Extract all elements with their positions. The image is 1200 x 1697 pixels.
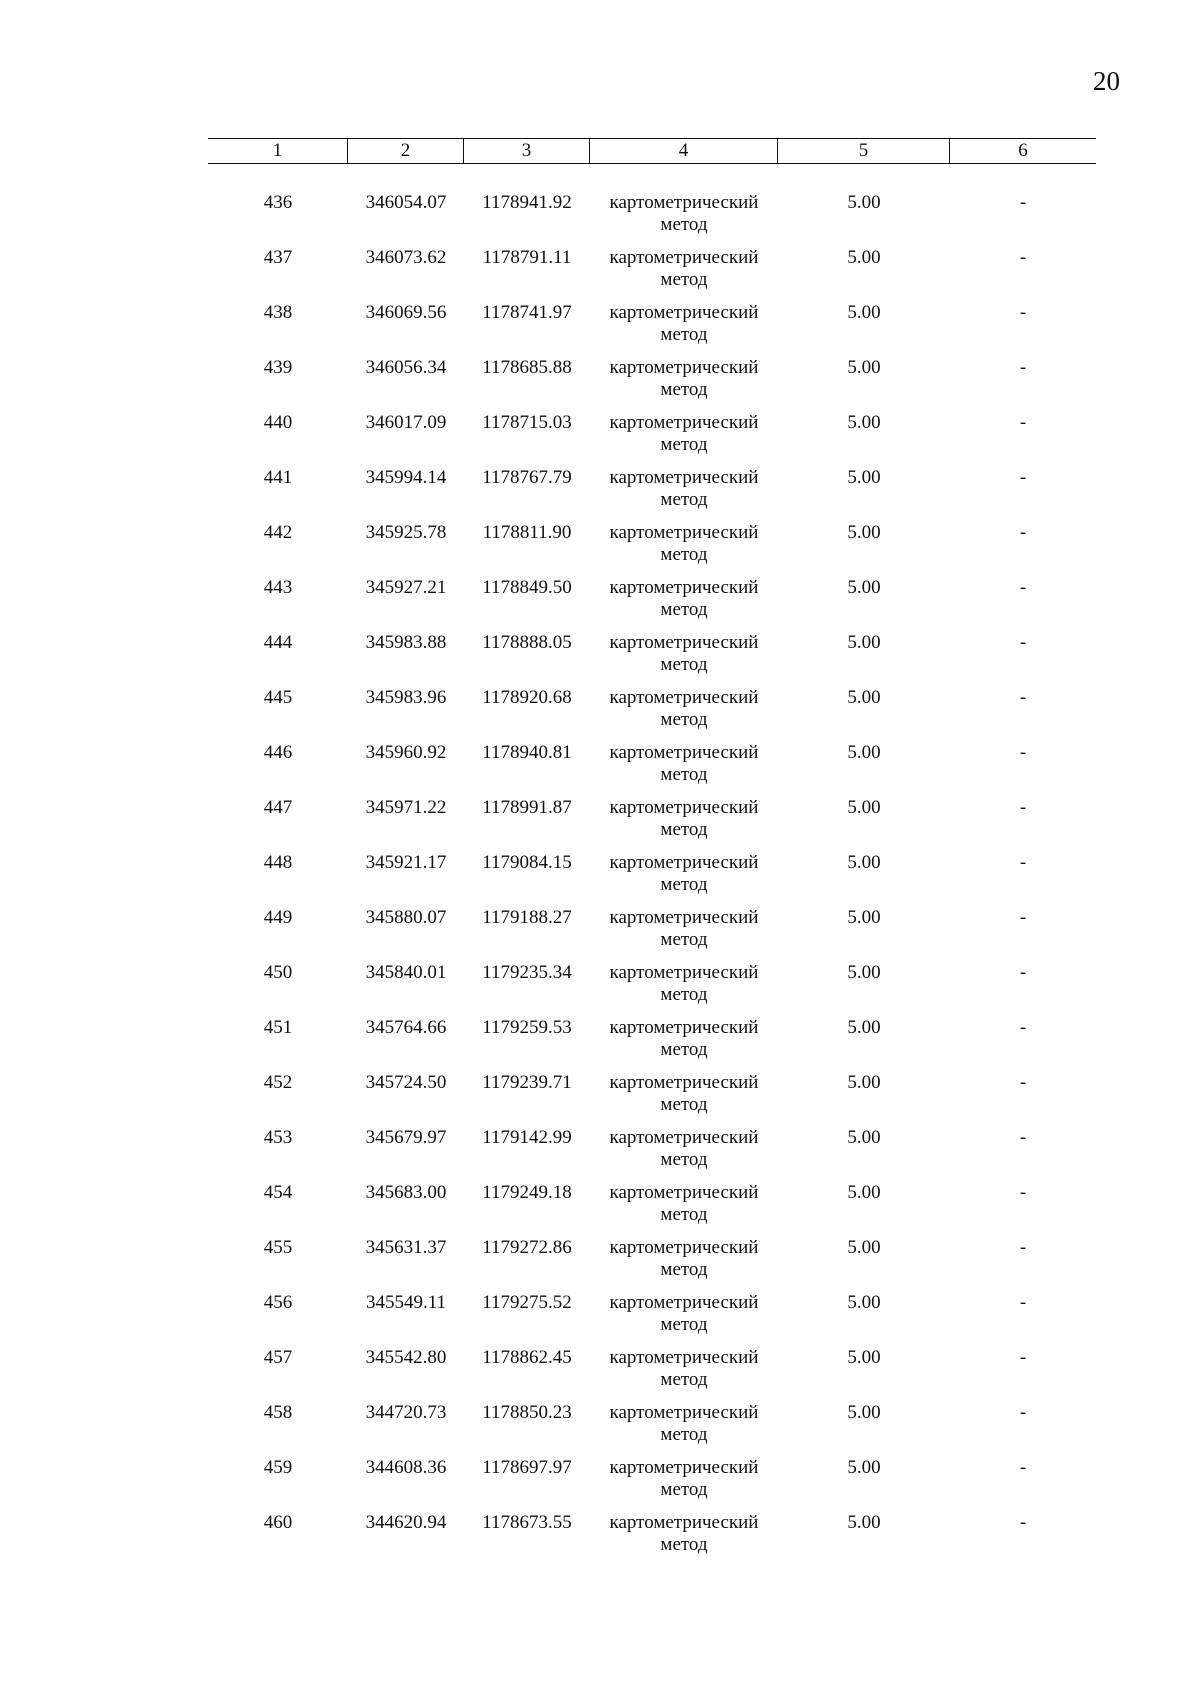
determination-method <box>590 797 778 841</box>
method-line: метод <box>660 819 708 840</box>
table-row <box>208 1182 1096 1237</box>
point-number: 447 <box>263 797 293 818</box>
point-number: 459 <box>263 1457 293 1478</box>
point-number: 453 <box>263 1127 293 1148</box>
method-line: метод <box>660 709 708 730</box>
accuracy-value: 5.00 <box>847 1237 881 1258</box>
point-number: 449 <box>263 907 293 928</box>
header-col-6: 6 <box>1018 140 1028 161</box>
table-row <box>208 247 1096 302</box>
note-value: - <box>1019 412 1027 433</box>
x-coordinate: 344720.73 <box>365 1402 447 1423</box>
y-coordinate: 1179235.34 <box>482 962 572 983</box>
determination-method <box>590 1292 778 1336</box>
table-row <box>208 907 1096 962</box>
note-value: - <box>1019 357 1027 378</box>
method-line: метод <box>660 1314 708 1335</box>
y-coordinate: 1179188.27 <box>482 907 572 928</box>
header-col-4: 4 <box>590 139 778 163</box>
method-line: метод <box>660 1534 708 1555</box>
note-value: - <box>1019 1512 1027 1533</box>
method-line: картометрический <box>609 1347 759 1368</box>
method-line: картометрический <box>609 467 759 488</box>
method-line: картометрический <box>609 412 759 433</box>
x-coordinate: 345921.17 <box>365 852 447 873</box>
method-line: метод <box>660 929 708 950</box>
y-coordinate: 1178940.81 <box>482 742 572 763</box>
method-line: картометрический <box>609 1457 759 1478</box>
method-line: метод <box>660 874 708 895</box>
y-coordinate: 1178849.50 <box>482 577 572 598</box>
determination-method <box>590 412 778 456</box>
point-number: 457 <box>263 1347 293 1368</box>
determination-method <box>590 522 778 566</box>
determination-method <box>590 962 778 1006</box>
y-coordinate: 1178850.23 <box>482 1402 572 1423</box>
determination-method <box>590 687 778 731</box>
determination-method <box>590 247 778 291</box>
y-coordinate: 1178862.45 <box>482 1347 572 1368</box>
point-number: 441 <box>263 467 293 488</box>
point-number: 455 <box>263 1237 293 1258</box>
determination-method <box>590 1402 778 1446</box>
method-line: метод <box>660 489 708 510</box>
x-coordinate: 345960.92 <box>365 742 447 763</box>
table-row <box>208 797 1096 852</box>
point-number: 452 <box>263 1072 293 1093</box>
y-coordinate: 1178673.55 <box>482 1512 572 1533</box>
point-number: 448 <box>263 852 293 873</box>
y-coordinate: 1178920.68 <box>482 687 572 708</box>
point-number: 442 <box>263 522 293 543</box>
method-line: картометрический <box>609 247 759 268</box>
method-line: картометрический <box>609 1512 759 1533</box>
x-coordinate: 346017.09 <box>365 412 447 433</box>
x-coordinate: 345971.22 <box>365 797 447 818</box>
point-number: 437 <box>263 247 293 268</box>
point-number: 446 <box>263 742 293 763</box>
y-coordinate: 1178685.88 <box>482 357 572 378</box>
table-row <box>208 742 1096 797</box>
table-row <box>208 357 1096 412</box>
y-coordinate: 1179272.86 <box>482 1237 572 1258</box>
x-coordinate: 345679.97 <box>365 1127 447 1148</box>
note-value: - <box>1019 632 1027 653</box>
x-coordinate: 346073.62 <box>365 247 447 268</box>
method-line: картометрический <box>609 1237 759 1258</box>
y-coordinate: 1178741.97 <box>482 302 572 323</box>
note-value: - <box>1019 1182 1027 1203</box>
note-value: - <box>1019 1292 1027 1313</box>
method-line: картометрический <box>609 1072 759 1093</box>
y-coordinate: 1178791.11 <box>482 247 572 268</box>
coordinates-table-body <box>208 192 1096 1567</box>
determination-method <box>590 192 778 236</box>
accuracy-value: 5.00 <box>847 742 881 763</box>
accuracy-value: 5.00 <box>847 1292 881 1313</box>
method-line: метод <box>660 214 708 235</box>
y-coordinate: 1179239.71 <box>482 1072 572 1093</box>
accuracy-value: 5.00 <box>847 1072 881 1093</box>
header-col-2: 2 <box>348 139 464 163</box>
note-value: - <box>1019 1237 1027 1258</box>
note-value: - <box>1019 1072 1027 1093</box>
method-line: метод <box>660 544 708 565</box>
method-line: метод <box>660 764 708 785</box>
determination-method <box>590 1127 778 1171</box>
accuracy-value: 5.00 <box>847 1127 881 1148</box>
header-col-3: 3 <box>464 139 590 163</box>
method-line: метод <box>660 434 708 455</box>
table-row <box>208 1127 1096 1182</box>
accuracy-value: 5.00 <box>847 1347 881 1368</box>
method-line: метод <box>660 1479 708 1500</box>
table-row <box>208 522 1096 577</box>
determination-method <box>590 1182 778 1226</box>
accuracy-value: 5.00 <box>847 852 881 873</box>
accuracy-value: 5.00 <box>847 687 881 708</box>
y-coordinate: 1179259.53 <box>482 1017 572 1038</box>
note-value: - <box>1019 852 1027 873</box>
accuracy-value: 5.00 <box>847 1017 881 1038</box>
table-row <box>208 577 1096 632</box>
accuracy-value: 5.00 <box>847 907 881 928</box>
table-row <box>208 632 1096 687</box>
note-value: - <box>1019 192 1027 213</box>
determination-method <box>590 1347 778 1391</box>
method-line: картометрический <box>609 522 759 543</box>
table-row <box>208 1237 1096 1292</box>
y-coordinate: 1179275.52 <box>482 1292 572 1313</box>
point-number: 439 <box>263 357 293 378</box>
note-value: - <box>1019 302 1027 323</box>
table-header <box>208 138 1096 164</box>
method-line: картометрический <box>609 1292 759 1313</box>
x-coordinate: 345683.00 <box>365 1182 447 1203</box>
table-row <box>208 852 1096 907</box>
x-coordinate: 345994.14 <box>365 467 447 488</box>
point-number: 451 <box>263 1017 293 1038</box>
note-value: - <box>1019 247 1027 268</box>
x-coordinate: 345983.96 <box>365 687 447 708</box>
method-line: картометрический <box>609 687 759 708</box>
method-line: картометрический <box>609 797 759 818</box>
point-number: 460 <box>263 1512 293 1533</box>
header-col-1: 1 <box>208 139 348 163</box>
determination-method <box>590 1457 778 1501</box>
table-row <box>208 1292 1096 1347</box>
table-row <box>208 1457 1096 1512</box>
note-value: - <box>1019 742 1027 763</box>
method-line: метод <box>660 324 708 345</box>
table-row <box>208 1402 1096 1457</box>
note-value: - <box>1019 1402 1027 1423</box>
point-number: 440 <box>263 412 293 433</box>
y-coordinate: 1178697.97 <box>482 1457 572 1478</box>
method-line: метод <box>660 599 708 620</box>
table-row <box>208 962 1096 1017</box>
table-row <box>208 412 1096 467</box>
method-line: картометрический <box>609 852 759 873</box>
x-coordinate: 345840.01 <box>365 962 447 983</box>
accuracy-value: 5.00 <box>847 192 881 213</box>
x-coordinate: 346054.07 <box>365 192 447 213</box>
table-row <box>208 1017 1096 1072</box>
method-line: метод <box>660 1369 708 1390</box>
table-row <box>208 1512 1096 1567</box>
determination-method <box>590 302 778 346</box>
determination-method <box>590 1237 778 1281</box>
x-coordinate: 345724.50 <box>365 1072 447 1093</box>
page-number: 20 <box>1093 66 1120 96</box>
method-line: метод <box>660 269 708 290</box>
y-coordinate: 1179084.15 <box>482 852 572 873</box>
method-line: картометрический <box>609 632 759 653</box>
accuracy-value: 5.00 <box>847 302 881 323</box>
note-value: - <box>1019 1457 1027 1478</box>
table-row <box>208 1072 1096 1127</box>
y-coordinate: 1178888.05 <box>482 632 572 653</box>
note-value: - <box>1019 1127 1027 1148</box>
method-line: метод <box>660 984 708 1005</box>
determination-method <box>590 632 778 676</box>
x-coordinate: 344620.94 <box>365 1512 447 1533</box>
determination-method <box>590 907 778 951</box>
x-coordinate: 346069.56 <box>365 302 447 323</box>
y-coordinate: 1178715.03 <box>482 412 572 433</box>
determination-method <box>590 1512 778 1556</box>
note-value: - <box>1019 577 1027 598</box>
method-line: картометрический <box>609 907 759 928</box>
x-coordinate: 345549.11 <box>365 1292 447 1313</box>
x-coordinate: 345542.80 <box>365 1347 447 1368</box>
point-number: 445 <box>263 687 293 708</box>
table-row <box>208 687 1096 742</box>
accuracy-value: 5.00 <box>847 522 881 543</box>
table-row <box>208 467 1096 522</box>
point-number: 443 <box>263 577 293 598</box>
method-line: метод <box>660 1204 708 1225</box>
y-coordinate: 1178991.87 <box>482 797 572 818</box>
point-number: 444 <box>263 632 293 653</box>
accuracy-value: 5.00 <box>847 1182 881 1203</box>
method-line: картометрический <box>609 357 759 378</box>
accuracy-value: 5.00 <box>847 632 881 653</box>
note-value: - <box>1019 522 1027 543</box>
determination-method <box>590 742 778 786</box>
method-line: картометрический <box>609 962 759 983</box>
method-line: картометрический <box>609 1182 759 1203</box>
note-value: - <box>1019 907 1027 928</box>
accuracy-value: 5.00 <box>847 1512 881 1533</box>
accuracy-value: 5.00 <box>847 412 881 433</box>
x-coordinate: 344608.36 <box>365 1457 447 1478</box>
method-line: метод <box>660 654 708 675</box>
y-coordinate: 1178811.90 <box>482 522 572 543</box>
accuracy-value: 5.00 <box>847 577 881 598</box>
determination-method <box>590 1017 778 1061</box>
note-value: - <box>1019 962 1027 983</box>
determination-method <box>590 467 778 511</box>
x-coordinate: 345925.78 <box>365 522 447 543</box>
table-row <box>208 302 1096 357</box>
x-coordinate: 345927.21 <box>365 577 447 598</box>
accuracy-value: 5.00 <box>847 797 881 818</box>
determination-method <box>590 577 778 621</box>
method-line: метод <box>660 1094 708 1115</box>
method-line: картометрический <box>609 1127 759 1148</box>
determination-method <box>590 357 778 401</box>
point-number: 450 <box>263 962 293 983</box>
point-number: 458 <box>263 1402 293 1423</box>
accuracy-value: 5.00 <box>847 247 881 268</box>
method-line: картометрический <box>609 302 759 323</box>
y-coordinate: 1178767.79 <box>482 467 572 488</box>
note-value: - <box>1019 1347 1027 1368</box>
accuracy-value: 5.00 <box>847 357 881 378</box>
method-line: картометрический <box>609 577 759 598</box>
method-line: метод <box>660 1149 708 1170</box>
point-number: 438 <box>263 302 293 323</box>
method-line: картометрический <box>609 1402 759 1423</box>
note-value: - <box>1019 1017 1027 1038</box>
note-value: - <box>1019 797 1027 818</box>
x-coordinate: 345631.37 <box>365 1237 447 1258</box>
method-line: картометрический <box>609 1017 759 1038</box>
x-coordinate: 345764.66 <box>365 1017 447 1038</box>
point-number: 454 <box>263 1182 293 1203</box>
method-line: метод <box>660 379 708 400</box>
method-line: картометрический <box>609 192 759 213</box>
accuracy-value: 5.00 <box>847 1457 881 1478</box>
accuracy-value: 5.00 <box>847 467 881 488</box>
y-coordinate: 1179142.99 <box>482 1127 572 1148</box>
determination-method <box>590 1072 778 1116</box>
note-value: - <box>1019 687 1027 708</box>
method-line: метод <box>660 1039 708 1060</box>
determination-method <box>590 852 778 896</box>
note-value: - <box>1019 467 1027 488</box>
x-coordinate: 346056.34 <box>365 357 447 378</box>
table-row <box>208 192 1096 247</box>
method-line: метод <box>660 1259 708 1280</box>
table-row <box>208 1347 1096 1402</box>
y-coordinate: 1179249.18 <box>482 1182 572 1203</box>
accuracy-value: 5.00 <box>847 1402 881 1423</box>
x-coordinate: 345983.88 <box>365 632 447 653</box>
accuracy-value: 5.00 <box>847 962 881 983</box>
method-line: картометрический <box>609 742 759 763</box>
y-coordinate: 1178941.92 <box>482 192 572 213</box>
point-number: 456 <box>263 1292 293 1313</box>
point-number: 436 <box>263 192 293 213</box>
header-col-5: 5 <box>778 139 950 163</box>
method-line: метод <box>660 1424 708 1445</box>
x-coordinate: 345880.07 <box>365 907 447 928</box>
